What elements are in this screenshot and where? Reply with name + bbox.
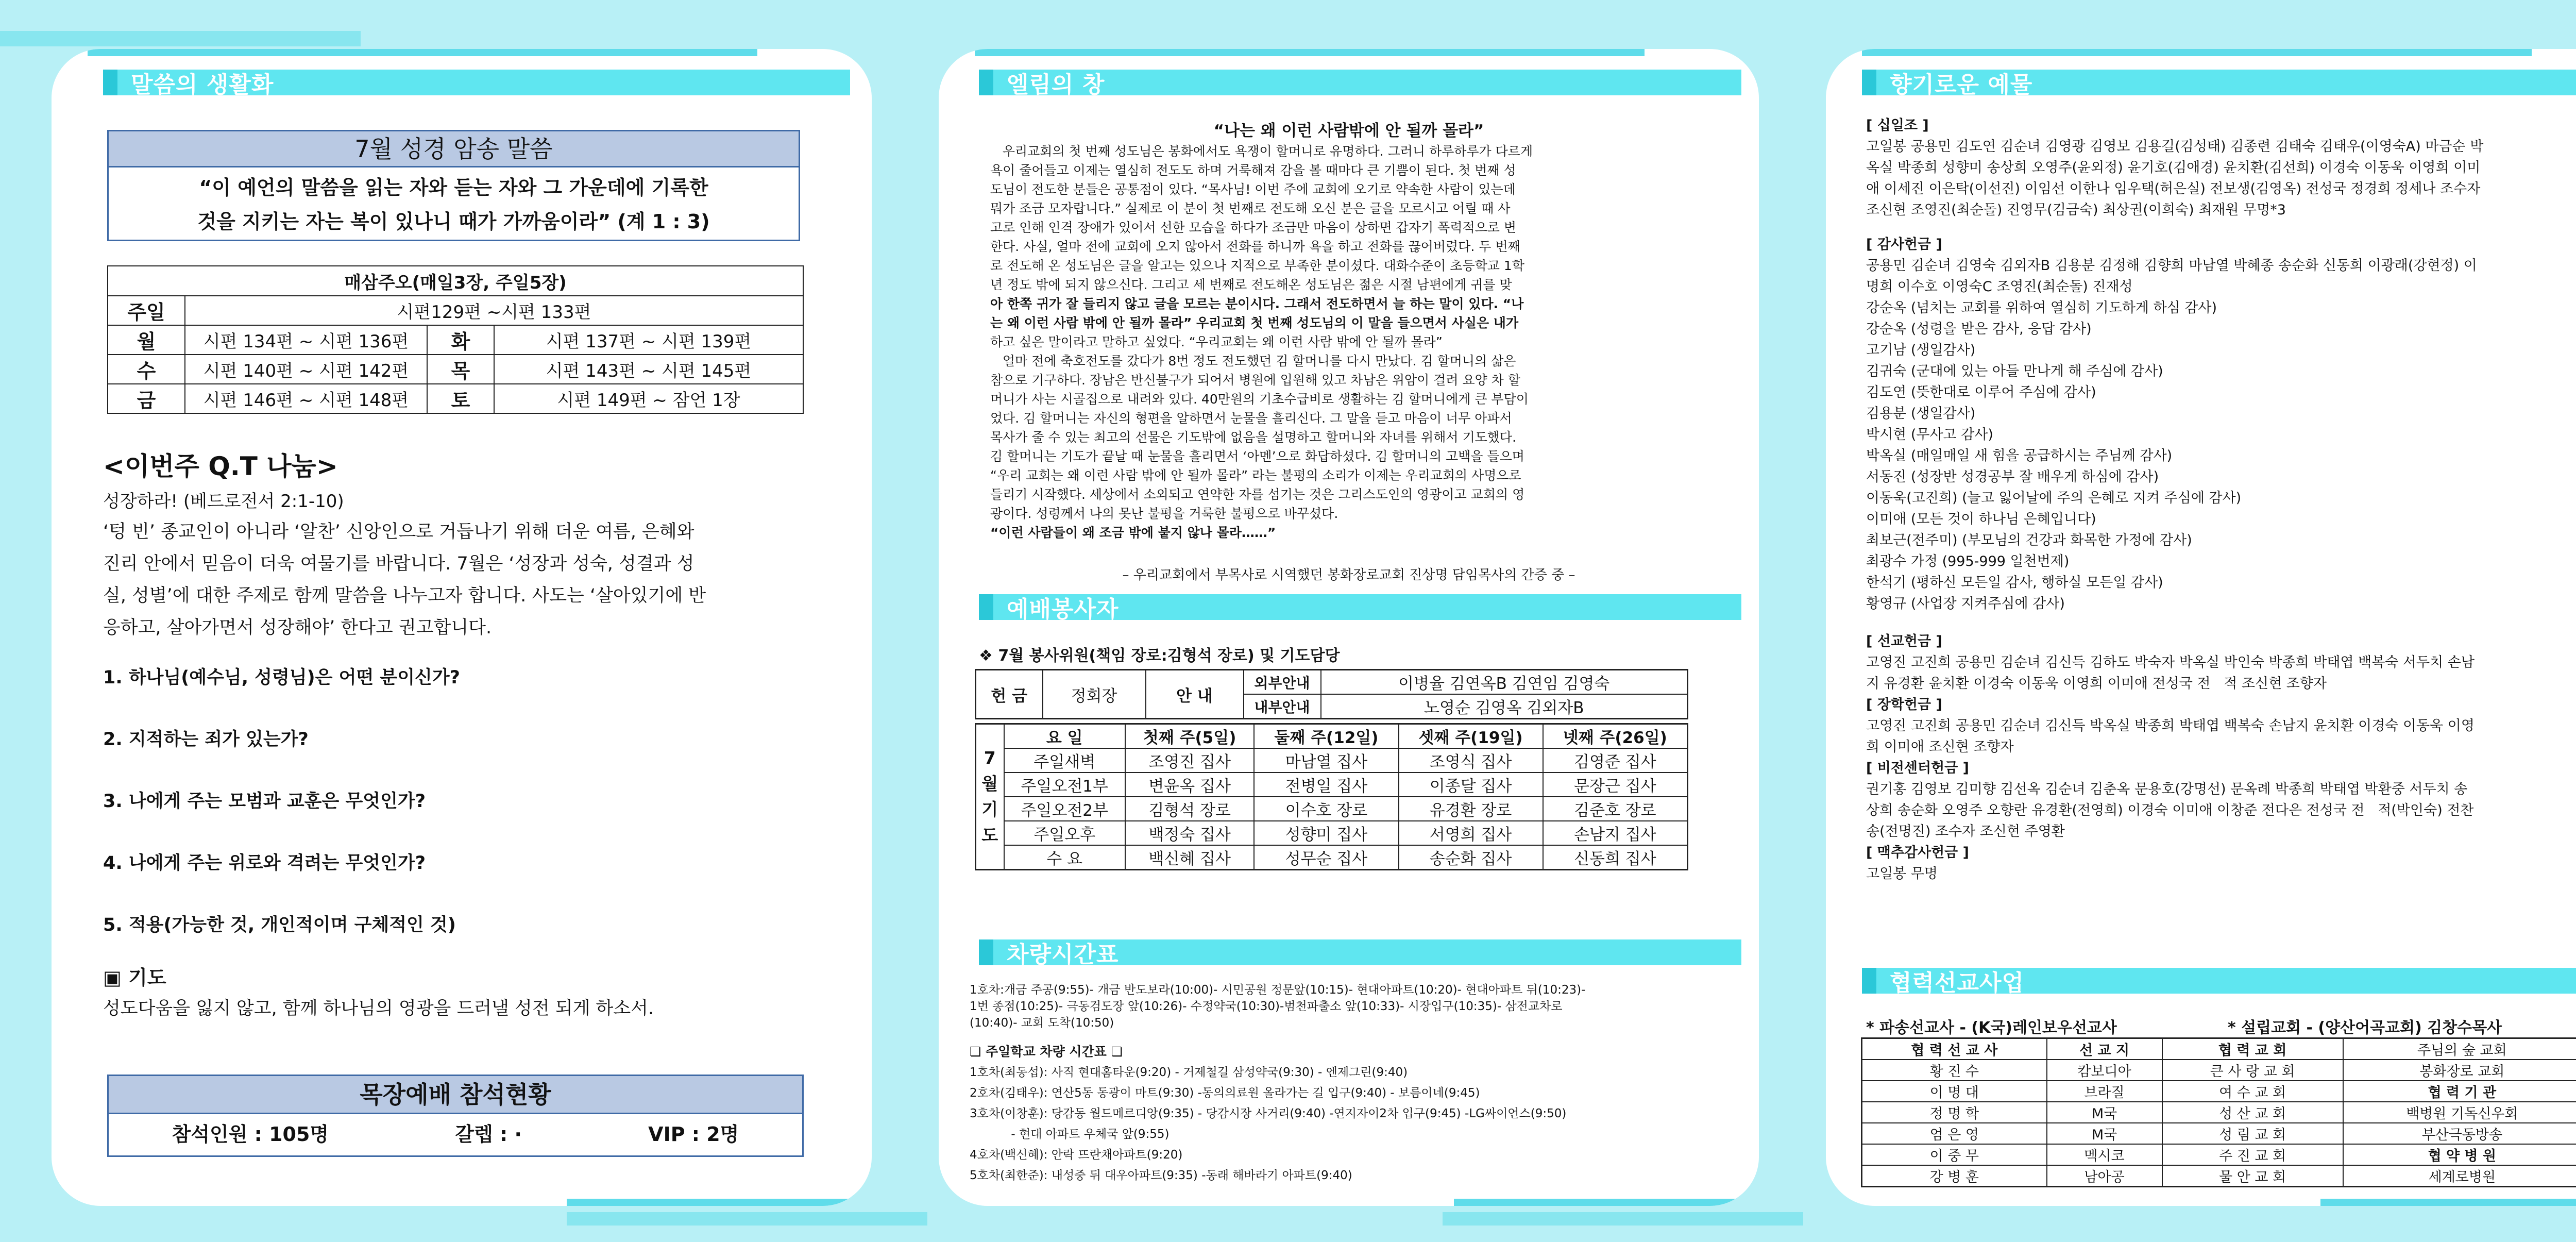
story-line: 아 한쪽 귀가 잘 들리지 않고 글을 모르는 분이시다. 그래서 전도하면서 늘 하는 말이 있다. “나	[990, 296, 1524, 311]
school-bus-line: 1호차(최동섭): 사직 현대홈타운(9:20) - 거제철길 삼성약국(9:30) - 엔제그린(9:40)	[970, 1066, 1408, 1079]
schedule-cell: 성무순 집사	[1254, 845, 1398, 870]
bg-strip	[0, 31, 361, 46]
reading-range: 시편 134편 ~ 시편 136편	[185, 325, 427, 355]
prayer-text: 성도다움을 잃지 않고, 함께 하나님의 영광을 드러낼 성전 되게 하소서.	[103, 998, 654, 1019]
section-title: 말씀의 생활화	[131, 72, 274, 98]
reading-day: 월	[108, 325, 185, 355]
schedule-cell: 신동희 집사	[1543, 845, 1688, 870]
story-line: 광이다. 성령께서 나의 못난 불평을 거룩한 불평으로 바꾸셨다.	[990, 506, 1338, 521]
mission-cell: M국	[2047, 1102, 2162, 1123]
mission-cell: 협 약 병 원	[2343, 1144, 2576, 1165]
qt-questions	[103, 663, 809, 962]
schedule-cell: 변윤옥 집사	[1125, 773, 1255, 797]
mission-cell: 주 진 교 회	[2162, 1144, 2343, 1165]
mission-cell: M국	[2047, 1123, 2162, 1144]
section-header	[979, 594, 1741, 623]
schedule-cell: 손남지 집사	[1543, 821, 1688, 845]
story-line: 는 왜 이런 사람 밖에 안 될까 몰라” 우리교회 첫 번째 성도님의 이 말을 들으면서 사실은 내가	[990, 315, 1519, 330]
memory-verse-line: “이 예언의 말씀을 읽는 자와 듣는 자와 그 가운데에 기록한	[199, 176, 708, 199]
schedule-cell: 주일오후	[1004, 821, 1125, 845]
panel-middle	[939, 49, 1759, 1206]
story-title: “나는 왜 이런 사람밖에 안 될까 몰라”	[1213, 122, 1484, 140]
schedule-cell: 성향미 집사	[1254, 821, 1398, 845]
prayer-schedule-table	[975, 723, 1688, 870]
bus-line: (10:40)- 교회 도착(10:50)	[970, 1016, 1114, 1030]
offering-line: 애 이세진 이은탁(이선진) 이임선 이한나 임우택(허은실) 전보생(김영옥) 전성국 정경희 정세나 조수자	[1866, 181, 2481, 197]
mission-cell: 엄 은 영	[1862, 1123, 2047, 1144]
offering-group-title: [ 감사헌금 ]	[1866, 237, 1942, 253]
side-char: 7	[984, 748, 996, 768]
qt-line: 응하고, 살아가면서 성장해야’ 한다고 권고합니다.	[103, 617, 492, 638]
qt-line: ‘텅 빈’ 종교인이 아니라 ‘알찬’ 신앙인으로 거듭나기 위해 더운 여름, 은혜와	[103, 522, 694, 542]
section-title: 예배봉사자	[1007, 596, 1119, 623]
qt-section	[103, 446, 809, 1024]
mission-cell: 이 중 무	[1862, 1144, 2047, 1165]
reading-day: 주일	[108, 296, 185, 325]
offering-line: 조신현 조영진(최순돌) 진영무(김금숙) 최상권(이희숙) 최재원 무명*3	[1866, 202, 2286, 218]
school-bus-line: 5호차(최한준): 내성중 뒤 대우아파트(9:35) -동래 해바라기 아파트(9:40)	[970, 1169, 1352, 1182]
qt-title: <이번주 Q.T 나눔>	[103, 451, 338, 481]
schedule-side-label	[976, 724, 1004, 870]
schedule-cell: 김영준 집사	[1543, 748, 1688, 773]
memory-verse-text	[109, 167, 799, 239]
offering-group	[1866, 694, 2576, 758]
offering-line: 이동욱(고진희) (늘고 잃어날에 주의 은혜로 지켜 주심에 감사)	[1866, 490, 2242, 506]
side-char: 월	[981, 774, 998, 794]
reading-header: 매삼주오(매일3장, 주일5장)	[108, 266, 803, 296]
reading-day: 화	[427, 325, 494, 355]
header-mark	[1862, 70, 1876, 95]
story-line: 욕이 줄어들고 이제는 열심히 전도도 하며 거룩해져 감을 볼 때마다 큰 기쁨이 된다. 첫 번째 성	[990, 163, 1516, 178]
duty-label: 헌 금	[976, 670, 1043, 719]
memory-verse-title: 7월 성경 암송 말씀	[109, 131, 799, 167]
offering-group-title: [ 장학헌금 ]	[1866, 697, 1942, 713]
offering-group	[1866, 842, 2576, 884]
mission-row	[1862, 1123, 2576, 1144]
story-line: 목사가 줄 수 있는 최고의 선물은 기도밖에 없음을 설명하고 할머니와 자녀를 위해서 기도했다.	[990, 430, 1517, 445]
reading-range: 시편 140편 ~ 시편 142편	[185, 355, 427, 384]
story-line: “이런 사람들이 왜 조금 밖에 붙지 않나 몰라……”	[990, 525, 1276, 540]
offering-group	[1866, 631, 2576, 694]
story-line: 고로 인해 인격 장애가 있어서 선한 모습을 하다가 조금만 마음이 상하면 갑자기 폭력적으로 변	[990, 220, 1517, 235]
offering-line: 김귀숙 (군대에 있는 아들 만나게 해 주심에 감사)	[1866, 363, 2163, 379]
mission-row	[1862, 1165, 2576, 1187]
mission-header: 주님의 숲 교회	[2343, 1038, 2576, 1060]
mission-left-caption: * 파송선교사 - (K국)레인보우선교사	[1866, 1019, 2117, 1037]
panel-accent	[567, 1199, 855, 1206]
qt-paragraph	[103, 516, 809, 644]
mission-row	[1862, 1060, 2576, 1081]
reading-range: 시편 143편 ~ 시편 145편	[494, 355, 803, 384]
attendance-vip: VIP : 2명	[648, 1123, 739, 1146]
attendance-title: 목장예배 참석현황	[109, 1076, 802, 1114]
bus-schedule	[970, 982, 1717, 1186]
offering-group-title: [ 비전센터헌금 ]	[1866, 760, 1969, 776]
qt-line: 진리 안에서 믿음이 더욱 여물기를 바랍니다. 7월은 ‘성장과 성숙, 성결과 성	[103, 553, 694, 574]
qt-question: 3. 나에게 주는 모범과 교훈은 무엇인가?	[103, 791, 426, 812]
mission-cell: 강 병 훈	[1862, 1165, 2047, 1187]
schedule-cell: 마남열 집사	[1254, 748, 1398, 773]
mission-cell: 정 명 학	[1862, 1102, 2047, 1123]
mission-cell: 이 명 대	[1862, 1081, 2047, 1102]
section-header	[979, 939, 1741, 968]
schedule-cell: 문장근 집사	[1543, 773, 1688, 797]
header-mark	[1862, 968, 1876, 994]
story-line: 로 전도해 온 성도님은 글을 알고는 있으나 지적으로 부족한 분이셨다. 대화수준이 초등학교 1학	[990, 258, 1524, 273]
story-line: 도님이 전도한 분들은 공통점이 있다. “목사님! 이번 주에 교회에 오기로 약속한 사람이 있는데	[990, 182, 1516, 197]
offering-line: 송(전명진) 조수자 조신현 주영환	[1866, 824, 2065, 840]
section-title: 협력선교사업	[1890, 970, 2025, 996]
schedule-cell: 김형석 장로	[1125, 797, 1255, 821]
reading-range: 시편129편 ~시편 133편	[185, 296, 803, 325]
bus-line: 1호차:개금 주공(9:55)- 개금 반도보라(10:00)- 시민공원 정문앞(10:15)- 현대아파트(10:20)- 현대아파트 뒤(10:23)-	[970, 983, 1586, 997]
schedule-cell: 조영진 집사	[1125, 748, 1255, 773]
story-line: 참으로 기구하다. 장남은 반신불구가 되어서 병원에 입원해 있고 차남은 위암이 걸려 요양 차 할	[990, 373, 1520, 388]
section-title: 향기로운 예물	[1890, 72, 2033, 98]
mission-row	[1862, 1081, 2576, 1102]
offering-line: 서동진 (성장반 성경공부 잘 배우게 하심에 감사)	[1866, 469, 2159, 485]
story-line: 뭐가 조금 모자랍니다.” 실제로 이 분이 첫 번째로 전도해 오신 분은 글을 모르시고 어릴 때 사	[990, 201, 1511, 216]
school-bus-title: ❏ 주일학교 차량 시간표 ❏	[970, 1044, 1123, 1059]
story-line: 얼마 전에 축호전도를 갔다가 8번 정도 전도했던 김 할머니를 다시 만났다. 김 할머니의 삶은	[990, 354, 1516, 368]
schedule-cell: 주일오전2부	[1004, 797, 1125, 821]
reading-range: 시편 137편 ~ 시편 139편	[494, 325, 803, 355]
panel-accent	[2320, 1199, 2576, 1206]
story-line: 김 할머니는 기도가 끝날 때 눈물을 흘리면서 ‘아멘’으로 화답하셨다. 김 할머니의 고백을 들으며	[990, 449, 1524, 464]
offering-line: 명희 이수호 이영숙C 조영진(최순돌) 진재성	[1866, 279, 2133, 295]
mission-cell: 남아공	[2047, 1165, 2162, 1187]
school-bus-line: 3호차(이창훈): 당감동 월드메르디앙(9:35) - 당감시장 사거리(9:40) -연지자이2차 입구(9:45) -LG싸이언스(9:50)	[970, 1107, 1567, 1120]
prayer-title: ▣ 기도	[103, 966, 166, 989]
schedule-row	[976, 845, 1688, 870]
qt-question: 4. 나에게 주는 위로와 격려는 무엇인가?	[103, 853, 426, 874]
offering-line: 지 유경환 윤치환 이경숙 이동욱 이영희 이미애 전성국 전 적 조신현 조향자	[1866, 676, 2327, 692]
story-line: 한다. 사실, 얼마 전에 교회에 오지 않아서 전화를 하니까 욕을 하고 전화를 끊어버렸다. 두 번째	[990, 239, 1520, 254]
offering-line: 고일봉 공용민 김도연 김순녀 김영광 김영보 김용길(김성태) 김종련 김태숙 김태우(이영숙A) 마금순 박	[1866, 139, 2484, 155]
story-line: “우리 교회는 왜 이런 사람 밖에 안 될까 몰라” 라는 불평의 소리가 이제는 우리교회의 사명으로	[990, 468, 1521, 483]
reading-day: 금	[108, 384, 185, 413]
mission-cell: 성 림 교 회	[2162, 1123, 2343, 1144]
mission-cell: 황 진 수	[1862, 1060, 2047, 1081]
schedule-cell: 전병일 집사	[1254, 773, 1398, 797]
schedule-header: 첫째 주(5일)	[1125, 724, 1255, 749]
offering-line: 희 이미애 조신현 조향자	[1866, 739, 2014, 755]
story-line: 었다. 김 할머니는 자신의 형편을 알하면서 눈물을 흘리신다. 그 말을 듣고 마음이 너무 아파서	[990, 411, 1512, 426]
duty-names: 이병율 김연옥B 김연임 김영숙	[1321, 670, 1688, 695]
offering-group	[1866, 758, 2576, 842]
section-header	[1862, 70, 2576, 98]
schedule-cell: 김준호 장로	[1543, 797, 1688, 821]
bible-reading-table	[107, 265, 804, 414]
offering-group-title: [ 십일조 ]	[1866, 118, 1929, 133]
offering-group	[1866, 234, 2576, 614]
header-mark	[979, 594, 993, 620]
offering-line: 최보근(전주미) (부모님의 건강과 화목한 가정에 감사)	[1866, 532, 2192, 548]
duty-value: 정회장	[1043, 670, 1146, 719]
mission-row	[1862, 1144, 2576, 1165]
story-line: 하고 싶은 말이라고 말하고 싶었다. “우리교회는 왜 이런 사람 밖에 안 될까 몰라”	[990, 334, 1443, 349]
offerings-list	[1866, 115, 2576, 884]
bg-strip	[567, 1212, 927, 1226]
schedule-header: 넷째 주(26일)	[1543, 724, 1688, 749]
schedule-cell: 이종달 집사	[1399, 773, 1543, 797]
reading-range: 시편 149편 ~ 잠언 1장	[494, 384, 803, 413]
schedule-cell: 백정숙 집사	[1125, 821, 1255, 845]
mission-header: 협 력 선 교 사	[1862, 1038, 2047, 1060]
schedule-cell: 주일오전1부	[1004, 773, 1125, 797]
mission-cell: 브라질	[2047, 1081, 2162, 1102]
schedule-header: 셋째 주(19일)	[1399, 724, 1543, 749]
panel-accent	[88, 49, 757, 56]
side-char: 도	[981, 825, 998, 845]
offering-group	[1866, 115, 2576, 221]
mission-header: 선 교 지	[2047, 1038, 2162, 1060]
header-mark	[103, 70, 117, 95]
mission-cell: 캄보디아	[2047, 1060, 2162, 1081]
story-line: 들리기 시작했다. 세상에서 소외되고 연약한 자를 섬기는 것은 그리스도인의 영광이고 교회의 영	[990, 487, 1525, 502]
section-title: 차량시간표	[1007, 942, 1119, 968]
duty-label: 안 내	[1146, 670, 1244, 719]
mission-cell: 백병원 기독신우회	[2343, 1102, 2576, 1123]
duty-names: 노영순 김영옥 김외자B	[1321, 694, 1688, 719]
offering-line: 고영진 고진희 공용민 김순녀 김신득 박옥실 박종희 박태엽 백복숙 손남지 윤치환 이경숙 이동욱 이영	[1866, 718, 2475, 734]
offering-line: 이미애 (모든 것이 하나님 은혜입니다)	[1866, 511, 2096, 527]
side-char: 기	[981, 799, 998, 819]
section-header	[1862, 968, 2576, 994]
offering-line: 상희 송순화 오영주 오향란 유경환(전영희) 이경숙 이미애 이창준 전다은 전성국 전 적(박인숙) 전찬	[1866, 802, 2474, 818]
schedule-cell: 백신혜 집사	[1125, 845, 1255, 870]
section-header	[979, 70, 1741, 98]
bus-line: 1번 종점(10:25)- 극동검도장 앞(10:26)- 수정약국(10:30)-범천파출소 앞(10:33)- 시장입구(10:35)- 삼전교차로	[970, 1000, 1563, 1013]
offering-line: 강순옥 (성령을 받은 감사, 응답 감사)	[1866, 321, 2092, 337]
schedule-header: 요 일	[1004, 724, 1125, 749]
panel-accent	[1862, 49, 2532, 56]
duty-label: 외부안내	[1244, 670, 1321, 695]
mission-header: 협 력 교 회	[2162, 1038, 2343, 1060]
schedule-cell: 조영식 집사	[1399, 748, 1543, 773]
offering-line: 공용민 김순녀 김영숙 김외자B 김용분 김정해 김향희 마남열 박혜종 송순화 신동희 이광래(강현정) 이	[1866, 258, 2477, 274]
duty-table	[975, 669, 1688, 719]
panel-accent	[1454, 1199, 1742, 1206]
offering-line: 권기홍 김영보 김미향 김선옥 김순녀 김춘옥 문용호(강명선) 문옥례 박종희 박태엽 박환중 서두치 송	[1866, 781, 2468, 797]
offering-line: 고일봉 무명	[1866, 866, 1938, 882]
panel-left	[52, 49, 872, 1206]
attendance-row	[109, 1114, 802, 1154]
mission-cell: 물 안 교 회	[2162, 1165, 2343, 1187]
bg-strip	[1443, 1212, 1803, 1226]
offering-line: 박옥실 (매일매일 새 힘을 공급하시는 주님께 감사)	[1866, 448, 2173, 464]
schedule-cell: 주일새벽	[1004, 748, 1125, 773]
schedule-row	[976, 797, 1688, 821]
qt-question: 5. 적용(가능한 것, 개인적이며 구체적인 것)	[103, 915, 456, 935]
memory-verse-line: 것을 지키는 자는 복이 있나니 때가 가까움이라” (계 1 : 3)	[197, 210, 710, 233]
story-line: 우리교회의 첫 번째 성도님은 봉화에서도 욕쟁이 할머니로 유명하다. 그러니 하루하루가 다르게	[990, 144, 1533, 159]
header-mark	[979, 939, 993, 965]
story-line: 머니가 사는 시골집으로 내려와 있다. 40만원의 기초수급비로 생활하는 김 할머니에게 큰 부담이	[990, 392, 1529, 407]
reading-day: 목	[427, 355, 494, 384]
section-header	[103, 70, 850, 98]
mission-cell: 세계로병원	[2343, 1165, 2576, 1187]
memory-verse-box	[107, 130, 800, 241]
mission-cell: 큰 사 랑 교 회	[2162, 1060, 2343, 1081]
attendance-box	[107, 1075, 804, 1157]
qt-line: 실, 성별’에 대한 주제로 함께 말씀을 나누고자 합니다. 사도는 ‘살아있기에 반	[103, 585, 706, 606]
schedule-row	[976, 748, 1688, 773]
panel-right	[1826, 49, 2576, 1206]
schedule-row	[976, 821, 1688, 845]
offering-line: 황영규 (사업장 지켜주심에 감사)	[1866, 596, 2065, 612]
offering-line: 고기남 (생일감사)	[1866, 342, 1976, 358]
schedule-cell: 수 요	[1004, 845, 1125, 870]
schedule-row	[976, 773, 1688, 797]
mission-row	[1862, 1102, 2576, 1123]
duty-label: 내부안내	[1244, 694, 1321, 719]
mission-cell: 여 수 교 회	[2162, 1081, 2343, 1102]
mission-cell: 부산극동방송	[2343, 1123, 2576, 1144]
schedule-cell: 이수호 장로	[1254, 797, 1398, 821]
offering-line: 박시현 (무사고 감사)	[1866, 427, 1993, 443]
school-bus-line: 4호차(백신혜): 안락 뜨란채아파트(9:20)	[970, 1148, 1183, 1162]
offering-line: 옥실 박종희 성향미 송상희 오영주(윤외정) 윤기호(김애경) 윤치환(김선희) 이경숙 이동욱 이영희 이미	[1866, 160, 2481, 176]
mission-cell: 봉화장로 교회	[2343, 1060, 2576, 1081]
attendance-galilee: 갈렙 : ·	[455, 1123, 522, 1146]
school-bus-line: - 현대 아파트 우체국 앞(9:55)	[970, 1128, 1170, 1141]
section-title: 엘림의 창	[1007, 72, 1105, 98]
servants-caption: ❖ 7월 봉사위원(책임 장로:김형석 장로) 및 기도담당	[979, 647, 1340, 665]
schedule-cell: 유경환 장로	[1399, 797, 1543, 821]
story-source: – 우리교회에서 부목사로 시역했던 봉화장로교회 진상명 담임목사의 간증 중 –	[1122, 567, 1575, 583]
schedule-cell: 송순화 집사	[1399, 845, 1543, 870]
qt-subtitle: 성장하라! (베드로전서 2:1-10)	[103, 491, 344, 512]
qt-question: 2. 지적하는 죄가 있는가?	[103, 729, 309, 750]
story-line: 년 정도 밖에 되지 않으신다. 그리고 세 번째로 전도해온 성도님은 젊은 시절 남편에게 귀를 맞	[990, 277, 1512, 292]
offering-line: 김도연 (뜻한대로 이루어 주심에 감사)	[1866, 384, 2096, 400]
qt-question: 1. 하나님(예수님, 성령님)은 어떤 분이신가?	[103, 667, 460, 688]
schedule-cell: 서영희 집사	[1399, 821, 1543, 845]
story-body	[990, 142, 1711, 542]
reading-day: 토	[427, 384, 494, 413]
mission-right-caption: * 설립교회 - (양산어곡교회) 김창수목사	[2228, 1019, 2502, 1037]
header-mark	[979, 70, 993, 95]
offering-group-title: [ 선교헌금 ]	[1866, 633, 1942, 649]
panel-accent	[975, 49, 1645, 56]
offering-line: 고영진 고진희 공용민 김순녀 김신득 김하도 박숙자 박옥실 박인숙 박종희 박태엽 백복숙 서두치 손남	[1866, 654, 2475, 670]
reading-day: 수	[108, 355, 185, 384]
mission-cell: 성 산 교 회	[2162, 1102, 2343, 1123]
schedule-header: 둘째 주(12일)	[1254, 724, 1398, 749]
offering-group-title: [ 맥추감사헌금 ]	[1866, 845, 1969, 861]
offering-line: 김용분 (생일감사)	[1866, 406, 1976, 422]
offering-line: 강순옥 (넘치는 교회를 위하여 열심히 기도하게 하심 감사)	[1866, 300, 2217, 316]
mission-table	[1861, 1037, 2576, 1187]
offering-line: 최광수 가정 (995-999 일천번제)	[1866, 553, 2070, 569]
mission-cell: 멕시코	[2047, 1144, 2162, 1165]
offering-line: 한석기 (평하신 모든일 감사, 행하실 모든일 감사)	[1866, 575, 2163, 591]
attendance-total: 참석인원 : 105명	[172, 1123, 329, 1146]
school-bus-line: 2호차(김태우): 연산5동 동광이 마트(9:30) -동의의료원 올라가는 길 입구(9:40) - 보름이네(9:45)	[970, 1086, 1480, 1100]
reading-range: 시편 146편 ~ 시편 148편	[185, 384, 427, 413]
mission-cell: 협 력 기 관	[2343, 1081, 2576, 1102]
